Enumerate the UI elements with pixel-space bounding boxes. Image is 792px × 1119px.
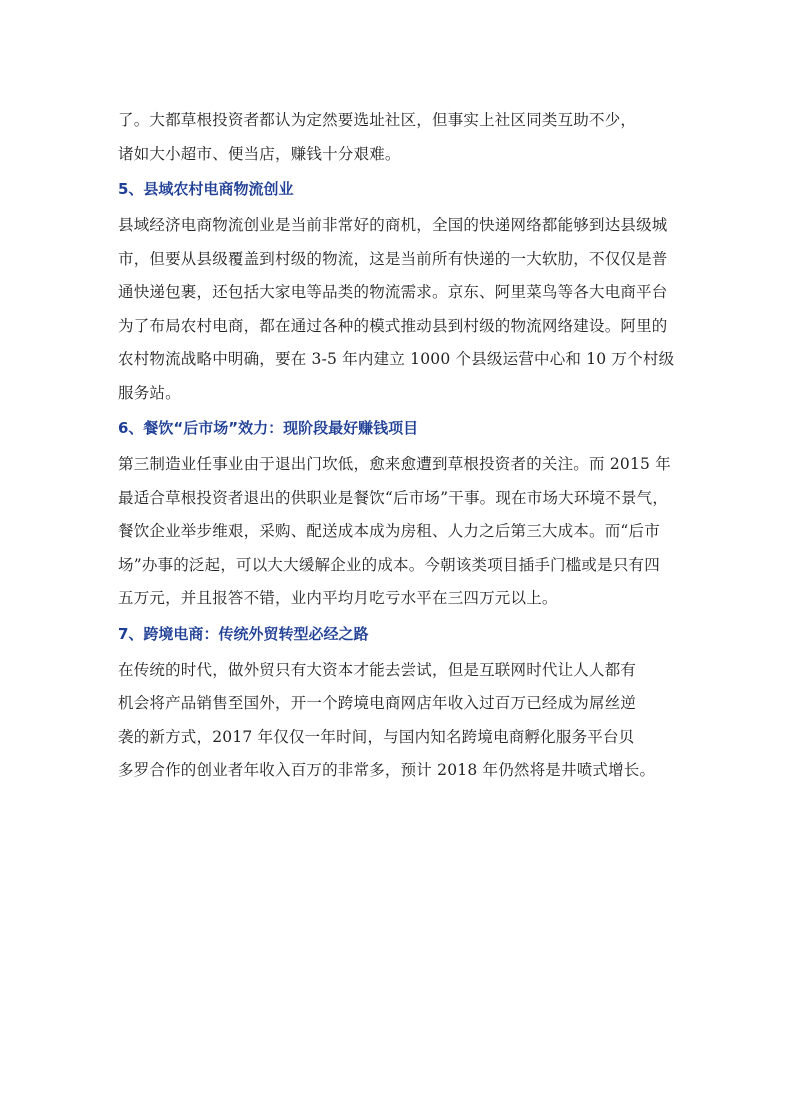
text-line: 最适合草根投资者退出的供职业是餐饮“后市场”干事。现在市场大环境不景气， (118, 488, 669, 507)
section-heading-7: 7、跨境电商：传统外贸转型必经之路 (118, 624, 369, 643)
text-line: 餐饮企业举步维艰，采购、配送成本成为房租、人力之后第三大成本。而“后市 (118, 522, 660, 540)
text-line: 在传统的时代，做外贸只有大资本才能去尝试，但是互联网时代让人人都有 (118, 660, 637, 679)
text-line: 服务站。 (118, 383, 181, 402)
paragraph-catering-aftermarket (118, 448, 684, 616)
text-line: 县域经济电商物流创业是当前非常好的商机，全国的快递网络都能够到达县级城 (118, 216, 668, 234)
text-line: 诸如大小超市、便当店，赚钱十分艰难。 (118, 144, 401, 163)
paragraph-cross-border-ecommerce (118, 654, 684, 788)
document-page (118, 104, 684, 788)
paragraph-rural-logistics (118, 209, 684, 410)
section-heading-5: 5、县域农村电商物流创业 (118, 180, 294, 198)
text-line: 通快递包裹，还包括大家电等品类的物流需求。京东、阿里菜鸟等各大电商平台 (118, 283, 668, 301)
text-line: 农村物流战略中明确，要在 3-5 年内建立 1000 个县级运营中心和 10 万个村级 (118, 350, 675, 368)
section-heading-6: 6、餐饮“后市场”效力：现阶段最好赚钱项目 (118, 419, 419, 437)
text-line: 市，但要从县级覆盖到村级的物流，这是当前所有快递的一大软肋，不仅仅是普 (118, 249, 668, 268)
paragraph-community-retail (118, 104, 684, 171)
text-line: 多罗合作的创业者年收入百万的非常多，预计 2018 年仍然将是井喷式增长。 (118, 761, 656, 779)
text-line: 为了布局农村电商，都在通过各种的模式推动县到村级的物流网络建设。阿里的 (118, 316, 668, 335)
text-line: 机会将产品销售至国外，开一个跨境电商网店年收入过百万已经成为屌丝逆 (118, 694, 637, 712)
text-line: 场”办事的泛起，可以大大缓解企业的成本。今朝该类项目插手门槛或是只有四 (118, 555, 660, 574)
text-line: 五万元，并且报答不错，业内平均月吃亏水平在三四万元以上。 (118, 589, 558, 607)
text-line: 第三制造业任事业由于退出门坎低，愈来愈遭到草根投资者的关注。而 2015 年 (118, 455, 671, 473)
text-line: 袭的新方式，2017 年仅仅一年时间，与国内知名跨境电商孵化服务平台贝 (118, 727, 635, 746)
text-line: 了。大都草根投资者都认为定然要选址社区，但事实上社区同类互助不少， (118, 111, 637, 129)
